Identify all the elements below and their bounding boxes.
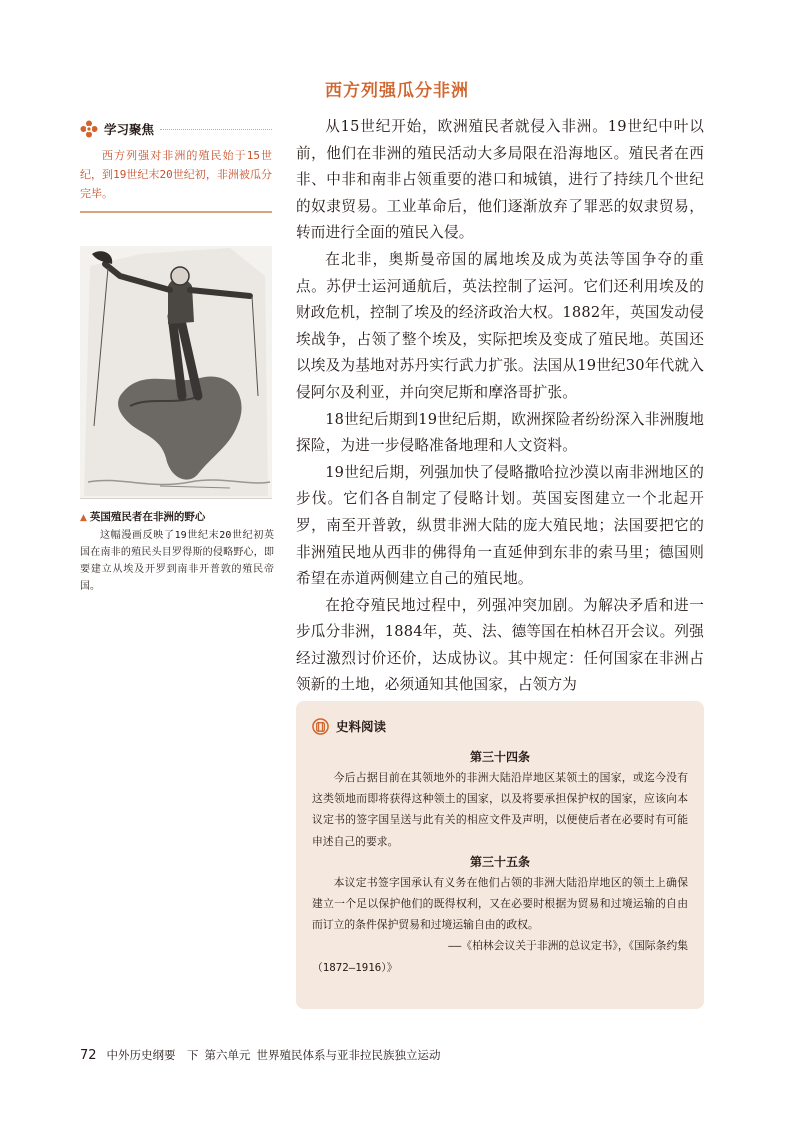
learning-focus-header xyxy=(80,120,272,138)
unit-title: 世界殖民体系与亚非拉民族独立运动 xyxy=(256,1048,441,1062)
cartoon-illustration xyxy=(80,246,272,498)
source-reading-box xyxy=(296,701,704,1009)
caption-text: 这幅漫画反映了19世纪末20世纪初英国在南非的殖民头目罗得斯的侵略野心，即要建立从埃及开罗到南非开普敦的殖民帝国。 xyxy=(80,530,274,592)
book-title: 中外历史纲要 下 xyxy=(106,1048,199,1062)
page-number: 72 xyxy=(80,1048,97,1063)
source-reading-header xyxy=(312,717,688,735)
paragraph: 19世纪后期，列强加快了侵略撒哈拉沙漠以南非洲地区的步伐。它们各自制定了侵略计划。英国妄图建立一个北起开罗，南至开普敦，纵贯非洲大陆的庞大殖民地；法国要把它的非洲殖民地从西非的佛得角一直延伸到东非的索马里；德国则希望在赤道两侧建立自己的殖民地。 xyxy=(296,463,704,588)
learning-focus-text: 西方列强对非洲的殖民始于15世纪，到19世纪末20世纪初，非洲被瓜分完毕。 xyxy=(80,146,272,213)
article-35-title: 第三十五条 xyxy=(469,854,530,869)
triangle-marker-icon: ▲ xyxy=(80,513,87,523)
rhodes-colossus-cartoon xyxy=(80,246,272,499)
dotted-divider xyxy=(160,129,272,130)
source-reading-label: 史料阅读 xyxy=(336,719,387,734)
learning-focus-label: 学习聚焦 xyxy=(104,122,155,137)
focus-flower-icon xyxy=(80,120,98,138)
article-35-text: 本议定书签字国承认有义务在他们占领的非洲大陆沿岸地区的领土上确保建立一个足以保护他们的既得权利，又在必要时根据为贸易和过境运输的自由而订立的条件保护贸易和过境运输自由的政权。 xyxy=(312,875,688,932)
paragraph: 从15世纪开始，欧洲殖民者就侵入非洲。19世纪中叶以前，他们在非洲的殖民活动大多局限在沿海地区。殖民者在西非、中非和南非占领重要的港口和城镇，进行了持续几个世纪的奴隶贸易。工业革命后，他们逐渐放弃了罪恶的奴隶贸易，转而进行全面的殖民入侵。 xyxy=(296,118,704,242)
article-34-title: 第三十四条 xyxy=(469,750,530,764)
citation-line-2: （1872—1916）》 xyxy=(312,960,398,974)
page-footer xyxy=(80,1047,447,1063)
paragraph: 18世纪后期到19世纪后期，欧洲探险者纷纷深入非洲腹地探险，为进一步侵略准备地理和人文资料。 xyxy=(296,410,704,455)
article-34-text: 今后占据目前在其领地外的非洲大陆沿岸地区某领土的国家，或迄今没有这类领地而即将获得这种领土的国家，以及将要承担保护权的国家，应该向本议定书的签字国呈送与此有关的相应文件及声明，以便使后者在必要时有可能申述自己的要求。 xyxy=(312,771,688,848)
learning-focus-box xyxy=(80,120,272,213)
unit-number: 第六单元 xyxy=(204,1048,251,1062)
main-text xyxy=(296,114,704,699)
scroll-icon xyxy=(312,718,329,735)
cartoon-caption xyxy=(80,509,274,595)
paragraph: 在抢夺殖民地过程中，列强冲突加剧。为解决矛盾和进一步瓜分非洲，1884年，英、法、德等国在柏林召开会议。列强经过激烈讨价还价，达成协议。其中规定：任何国家在非洲占领新的土地，必须通知其他国家，占领方为 xyxy=(296,596,704,694)
page-title: 西方列强瓜分非洲 xyxy=(325,81,469,101)
citation-line-1: ——《柏林会议关于非洲的总议定书》，《国际条约集 xyxy=(448,939,688,953)
caption-title: 英国殖民者在非洲的野心 xyxy=(89,511,206,523)
caption-title-row xyxy=(80,509,274,527)
paragraph: 在北非，奥斯曼帝国的属地埃及成为英法等国争夺的重点。苏伊士运河通航后，英法控制了运河。它们还利用埃及的财政危机，控制了埃及的经济政治大权。1882年，英国发动侵埃战争，占领了整个埃及，实际把埃及变成了殖民地。英国还以埃及为基地对苏丹实行武力扩张。法国从19世纪30年代就入侵阿尔及利亚，并向突尼斯和摩洛哥扩张。 xyxy=(296,250,704,401)
